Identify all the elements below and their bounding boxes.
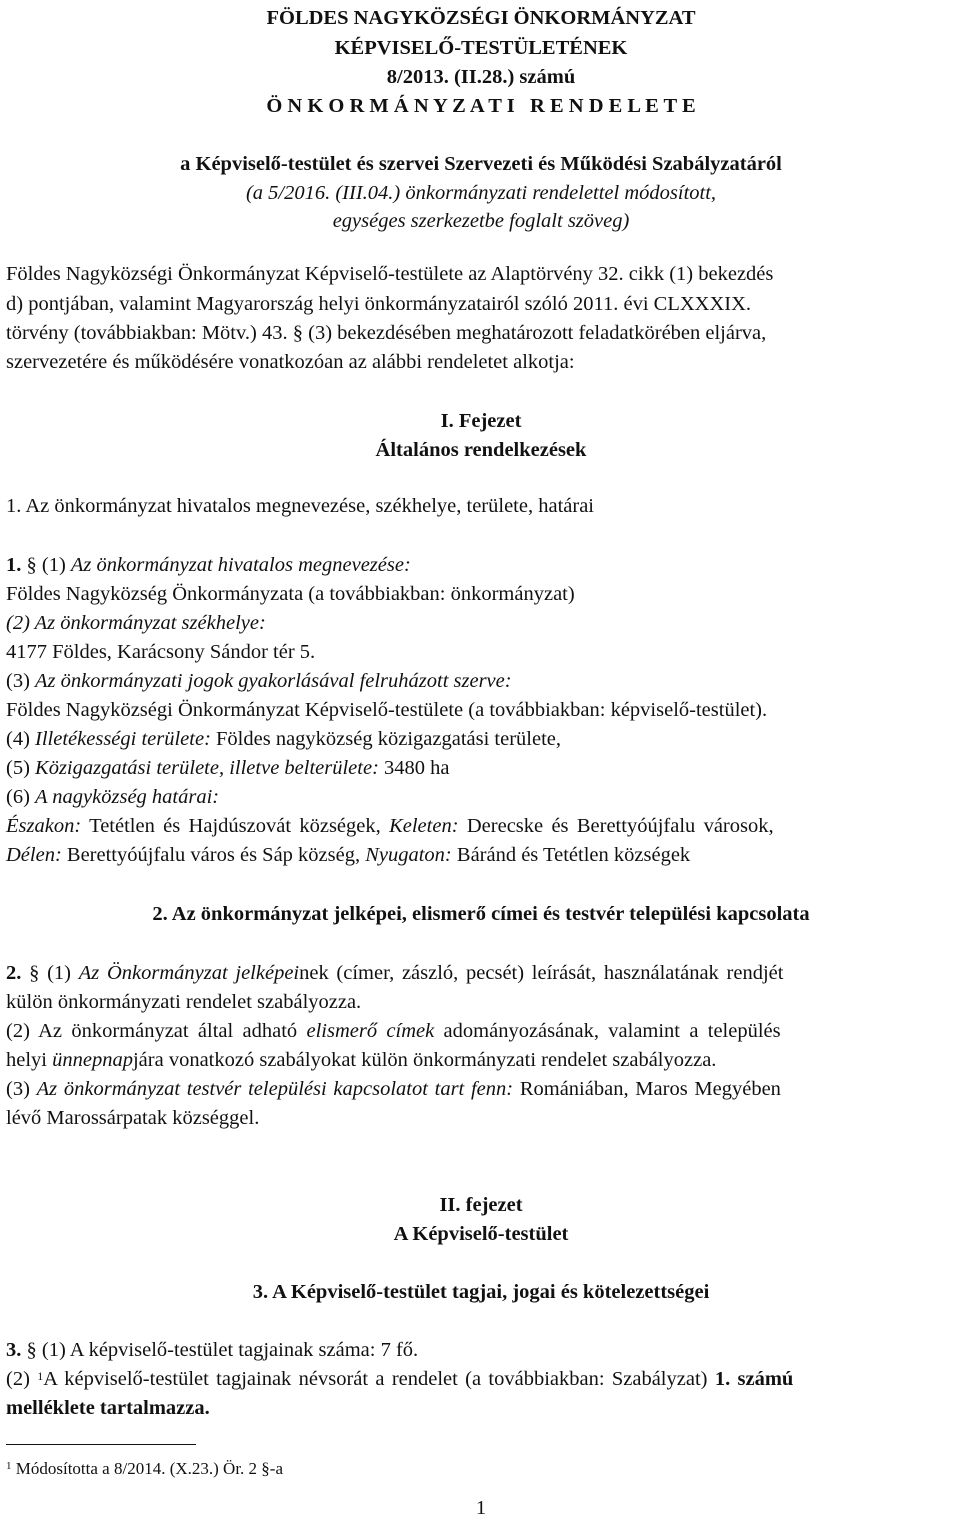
header-subject: a Képviselő-testület és szervei Szervezeti és Működési Szabályzatáról: [180, 153, 782, 175]
borders-line-1: [6, 814, 774, 838]
preamble-line-3: törvény (továbbiakban: Mötv.) 43. § (3) bekezdésében meghatározott feladatkörében eljárva,: [6, 322, 767, 344]
symbols-label: Az Önkormányzat jelképei: [78, 962, 300, 984]
para-text: A képviselő-testület tagjainak névsorát a rendelet (a továbbiakban: Szabályzat): [43, 1368, 715, 1390]
preamble-line-4: szervezetére és működésére vonatkozóan az alábbi rendeletet alkotja:: [6, 351, 575, 373]
south-label: Délen:: [6, 844, 62, 866]
sec2-number: 2.: [6, 962, 22, 984]
chapter-1-title: Általános rendelkezések: [375, 439, 587, 461]
para-marker: (1): [41, 554, 71, 576]
area-label: Közigazgatási területe, illetve belterülete:: [35, 757, 379, 779]
jurisdiction-label: Illetékességi területe:: [35, 728, 211, 750]
para-marker: (5): [6, 757, 36, 779]
organ-label: Az önkormányzati jogok gyakorlásával felruházott szerve:: [35, 670, 512, 692]
header-note-2: egységes szerkezetbe foglalt szöveg): [332, 210, 630, 232]
para-marker: (3): [6, 1078, 37, 1100]
sec2-para-2: [6, 1019, 781, 1043]
footnote-text: Módosította a 8/2014. (X.23.) Ör. 2 §-a: [11, 1459, 283, 1478]
honorary-titles-label: elismerő címek: [306, 1020, 435, 1042]
sec1-number: 1.: [6, 554, 22, 576]
page-number: 1: [475, 1497, 487, 1519]
organ-name: Földes Nagyközségi Önkormányzat Képviselő-testülete (a továbbiakban: képviselő-testület).: [6, 699, 768, 721]
chapter-2-number: II. fejezet: [439, 1194, 523, 1216]
sec2-para-1-cont: külön önkormányzati rendelet szabályozza.: [6, 991, 362, 1013]
para-marker: (3): [6, 670, 36, 692]
seat-address: 4177 Földes, Karácsony Sándor tér 5.: [6, 641, 316, 663]
sec1-para-5: [6, 756, 450, 780]
members-count: § (1) A képviselő-testület tagjainak száma: 7 fő.: [21, 1339, 419, 1361]
preamble-line-2: d) pontjában, valamint Magyarország helyi önkormányzatairól szóló 2011. évi CLXXXIX.: [6, 293, 752, 315]
para-marker: (6): [6, 786, 36, 808]
header-line-1: FÖLDES NAGYKÖZSÉGI ÖNKORMÁNYZAT: [266, 7, 696, 29]
area-value: 3480 ha: [378, 757, 450, 779]
footnote: [6, 1459, 283, 1479]
east-label: Keleten:: [389, 815, 459, 837]
borders-line-2: [6, 843, 690, 867]
para-text: (2) Az önkormányzat által adható: [6, 1020, 307, 1042]
sec1-para-6: [6, 785, 219, 809]
sec3-para-2-cont: melléklete tartalmazza.: [6, 1397, 210, 1419]
para-marker: (4): [6, 728, 36, 750]
sec2-para-1: [6, 961, 783, 985]
section-3-heading: 3. A Képviselő-testület tagjai, jogai és kötelezettségei: [252, 1281, 710, 1303]
sec2-para-3: [6, 1077, 781, 1101]
holiday-label: ünnepnap: [52, 1049, 133, 1071]
symbols-text: nek (címer, zászló, pecsét) leírását, használatának rendjét: [299, 962, 784, 984]
para-marker: (2): [6, 1368, 38, 1390]
north-label: Északon:: [6, 815, 82, 837]
header-line-2: KÉPVISELŐ-TESTÜLETÉNEK: [334, 37, 628, 59]
para-marker: § (1): [21, 962, 79, 984]
para-text: jára vonatkozó szabályokat külön önkormányzati rendelet szabályozza.: [132, 1049, 717, 1071]
section-2-heading: 2. Az önkormányzat jelképei, elismerő címei és testvér települési kapcsolata: [152, 903, 810, 925]
preamble-line-1: Földes Nagyközségi Önkormányzat Képviselő-testülete az Alaptörvény 32. cikk (1) bekezdés: [6, 263, 774, 285]
para-text: helyi: [6, 1049, 53, 1071]
footnote-separator: [6, 1444, 196, 1445]
header-note-1: (a 5/2016. (III.04.) önkormányzati rendelettel módosított,: [245, 182, 717, 204]
section-symbol: §: [21, 554, 42, 576]
jurisdiction-value: Földes nagyközség közigazgatási területe,: [210, 728, 561, 750]
sec2-para-2-cont: [6, 1048, 716, 1072]
north-value: Tetétlen és Hajdúszovát községek,: [81, 815, 390, 837]
official-name: Földes Nagyközség Önkormányzata (a továbbiakban: önkormányzat): [6, 583, 575, 605]
sec2-para-3-cont: lévő Marossárpatak községgel.: [6, 1107, 260, 1129]
borders-label: A nagyközség határai:: [35, 786, 220, 808]
twin-town-label: Az önkormányzat testvér települési kapcsolatot tart fenn:: [36, 1078, 514, 1100]
header-line-3: 8/2013. (II.28.) számú: [386, 66, 576, 88]
twin-town-country: Romániában, Maros Megyében: [513, 1078, 781, 1100]
official-name-label: Az önkormányzat hivatalos megnevezése:: [70, 554, 411, 576]
seat-label: (2) Az önkormányzat székhelye:: [6, 612, 266, 634]
sec1-para-3: [6, 669, 512, 693]
section-1-heading: 1. Az önkormányzat hivatalos megnevezése, székhelye, területe, határai: [6, 495, 594, 517]
sec1-para-4: [6, 727, 561, 751]
annex-ref: 1. számú: [714, 1368, 794, 1390]
para-text: adományozásának, valamint a település: [434, 1020, 781, 1042]
sec3-number: 3.: [6, 1339, 22, 1361]
footnote-ref[interactable]: 1: [37, 1369, 44, 1383]
chapter-2-title: A Képviselő-testület: [393, 1223, 569, 1245]
chapter-1-number: I. Fejezet: [440, 410, 522, 432]
sec1-para-1: [6, 553, 411, 577]
west-value: Báránd és Tetétlen községek: [451, 844, 691, 866]
sec3-para-1: [6, 1338, 418, 1362]
west-label: Nyugaton:: [365, 844, 452, 866]
south-value: Berettyóújfalu város és Sáp község,: [61, 844, 366, 866]
sec3-para-2: [6, 1367, 793, 1391]
footnote-number: 1: [6, 1460, 12, 1472]
east-value: Derecske és Berettyóújfalu városok,: [458, 815, 774, 837]
header-line-4: Ö N K O R M Á N Y Z A T I R E N D E L E T E: [266, 95, 696, 117]
